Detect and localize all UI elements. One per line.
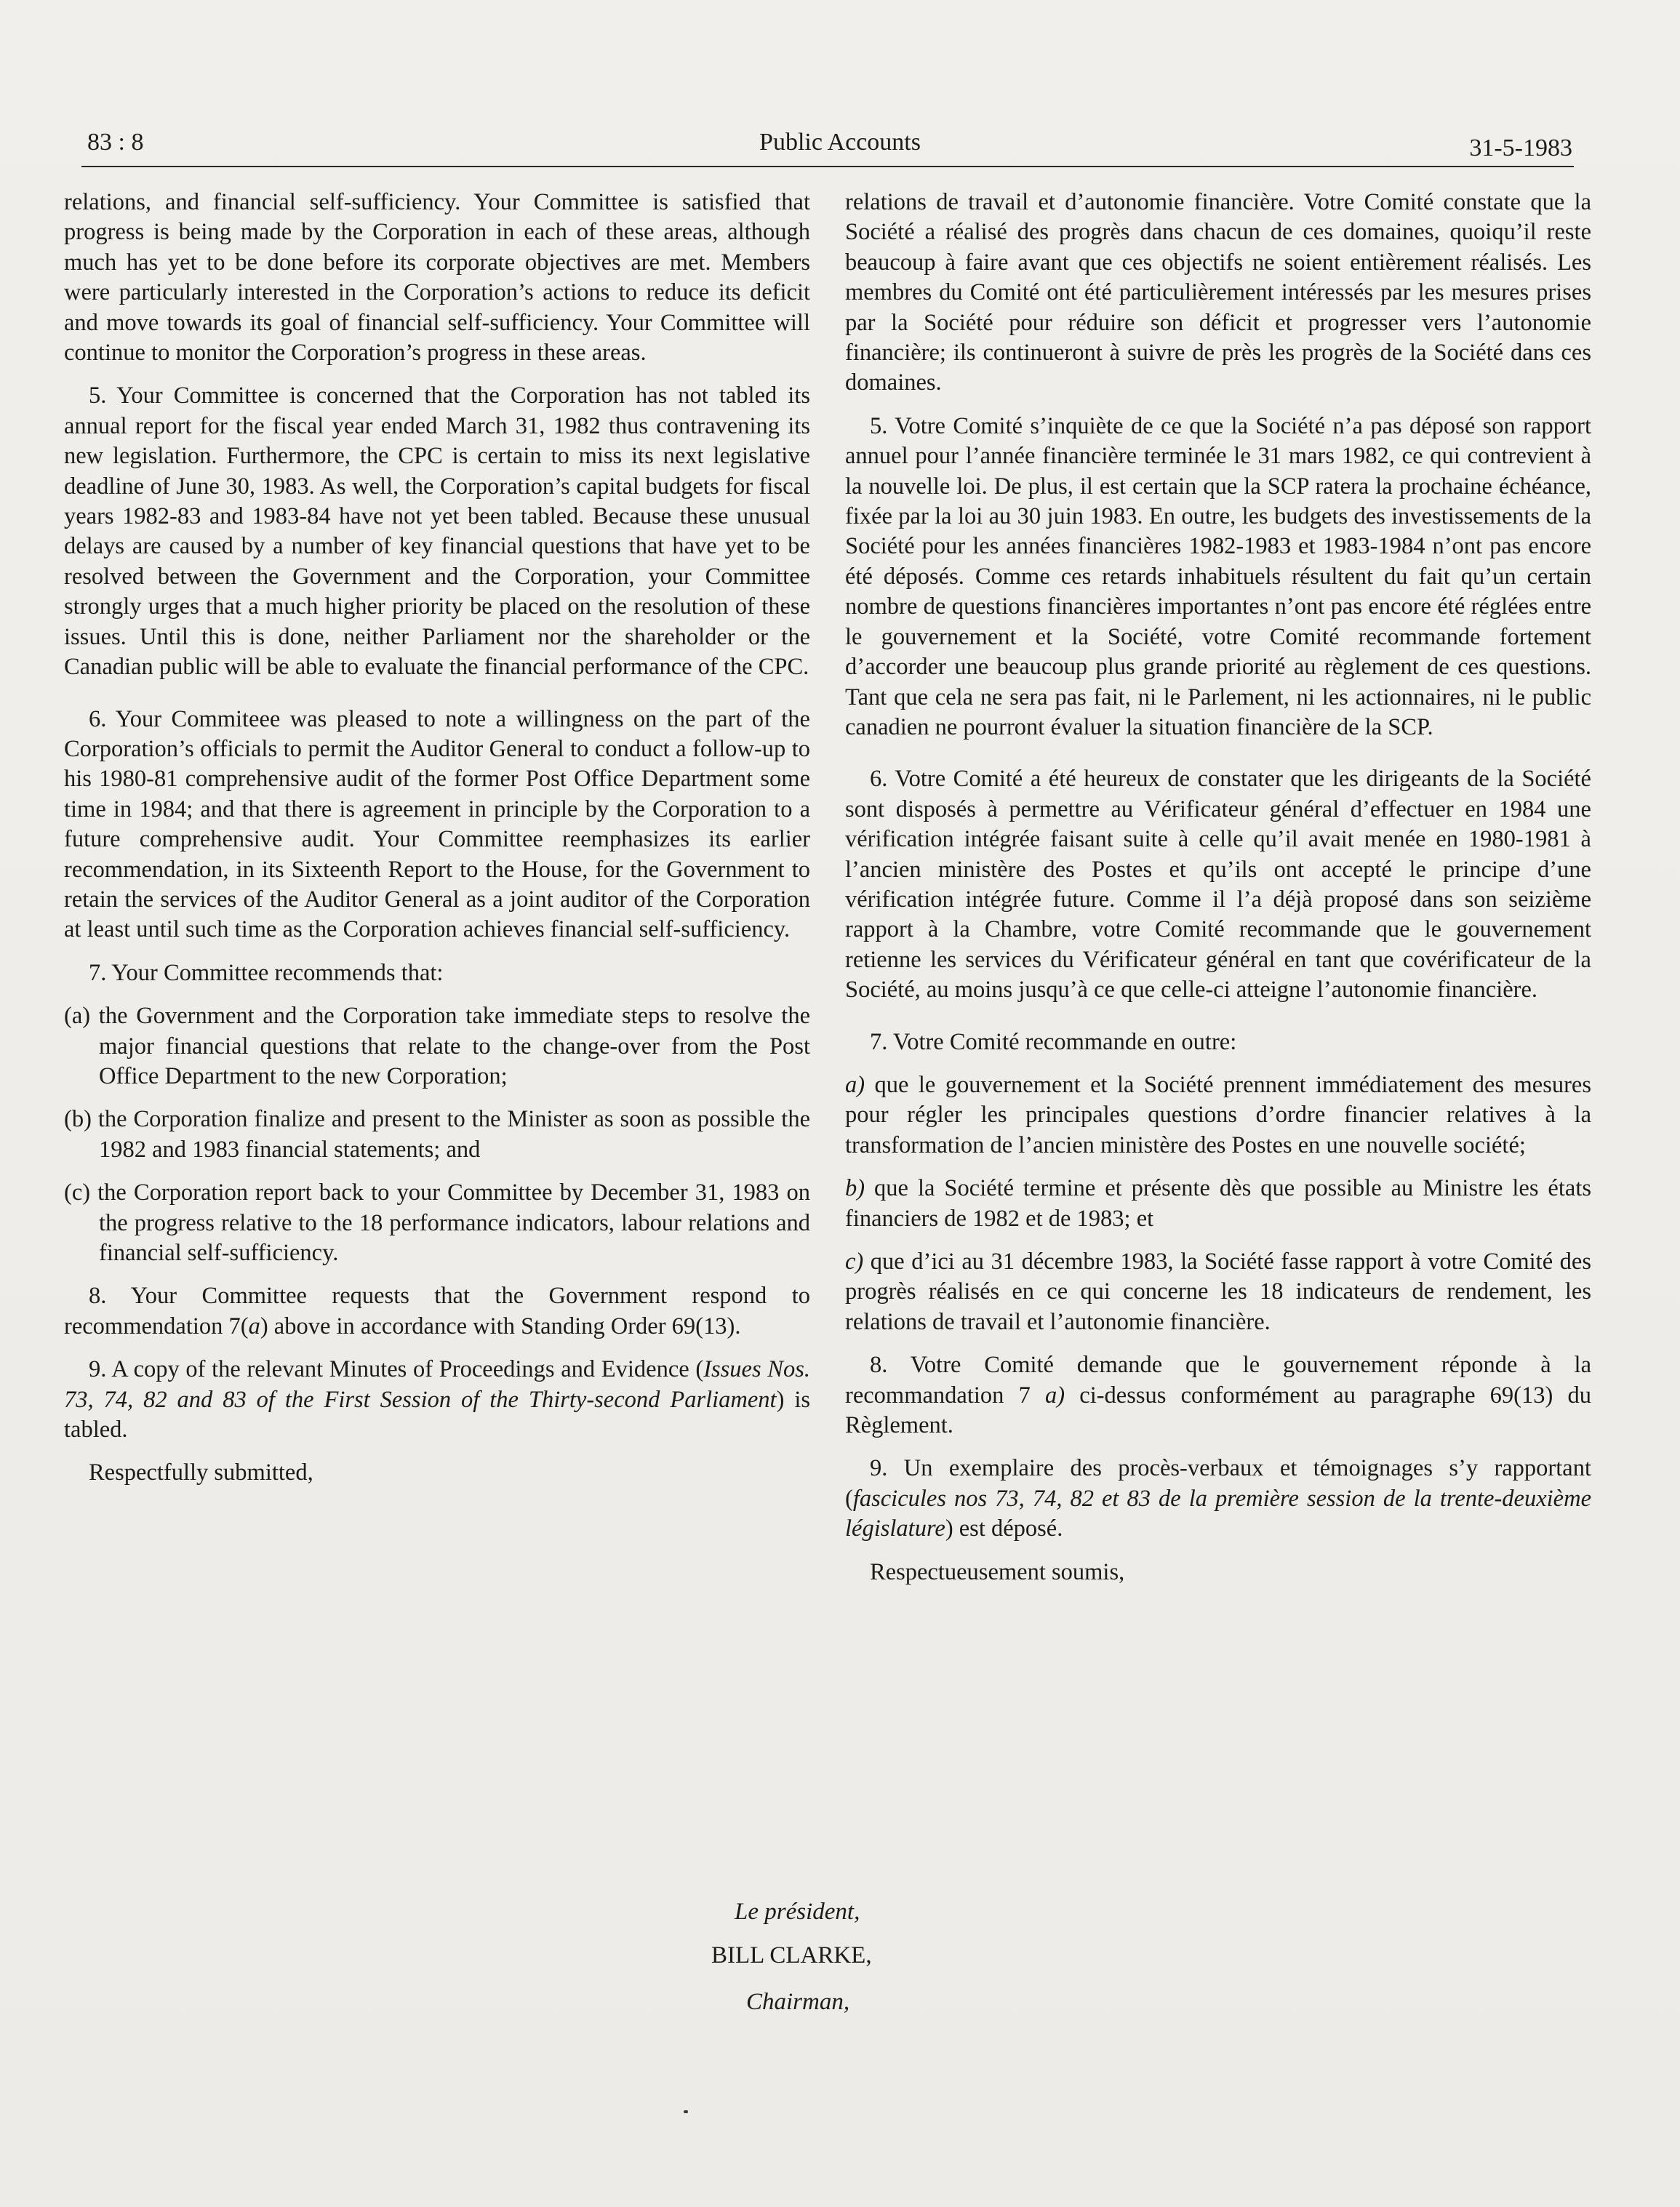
fr-item-7c-label: c) [845, 1249, 864, 1275]
page-mark [684, 2110, 688, 2113]
fr-p9-italic: fascicules nos 73, 74, 82 et 83 de la première session de la trente-deuxième législature [845, 1485, 1591, 1542]
fr-paragraph-5: 5. Votre Comité s’inquiète de ce que la Société n’a pas déposé son rapport annuel pour l’année financière terminée le 31 mars 1982, ce qui contrevient à la nouvelle loi. De plus, il est certain que la SCP ratera la prochaine échéance, fixée par la loi au 30 juin 1983. En outre, les budgets des investissements de la Société pour les années financières 1982-1983 et 1983-1984 n’ont pas encore été déposés. Comme ces retards inhabituels résultent du fait qu’un certain nombre de questions financières importantes n’ont pas encore été réglées entre le gouvernement et la Société, votre Comité recommande fortement d’accorder une beaucoup plus grande priorité au règlement de ces questions. Tant que cela ne sera pas fait, ni le Parlement, ni les actionnaires, ni le public canadien ne pourront évaluer la situation financière de la SCP. [845, 412, 1591, 740]
en-p8-italic: a [248, 1313, 260, 1339]
en-p8-text-a: 8. Your Committee requests that the Government respond to recommendation 7( [64, 1283, 810, 1339]
fr-item-7a-label: a) [845, 1071, 865, 1098]
en-paragraph-9 [64, 1355, 810, 1445]
en-paragraph-5: 5. Your Committee is concerned that the Corporation has not tabled its annual report for the fiscal year ended March 31, 1982 thus contravening its new legislation. Furthermore, the CPC is certain to miss its next legislative deadline of June 30, 1983. As well, the Corporation’s capital budgets for fiscal years 1982-83 and 1983-84 have not yet been tabled. Because these unusual delays are caused by a number of key financial questions that have yet to be resolved between the Government and the Corporation, your Committee strongly urges that a much higher priority be placed on the resolution of these issues. Until this is done, neither Parliament nor the shareholder or the Canadian public will be able to evaluate the financial performance of the CPC. [64, 382, 810, 681]
signature-role: Chairman, [746, 1989, 850, 2015]
fr-item-7a [845, 1070, 1591, 1161]
fr-closing: Respectueusement soumis, [870, 1558, 1125, 1585]
en-item-7c-text: the Corporation report back to your Committee by December 31, 1983 on the progress relative to the 18 performance indicators, labour relations and financial self-sufficiency. [90, 1179, 810, 1266]
fr-paragraph-9 [845, 1454, 1591, 1544]
en-item-7c-label: (c) [64, 1179, 91, 1206]
running-title: Public Accounts [759, 129, 921, 156]
fr-p9-text-a: 9. Un exemplaire des procès-verbaux et témoignages s’y rapportant ( [845, 1455, 1591, 1512]
fr-item-7c [845, 1247, 1591, 1337]
fr-paragraph-continued: relations de travail et d’autonomie financière. Votre Comité constate que la Société a réalisé des progrès dans chacun de ces domaines, quoiqu’il reste beaucoup à faire avant que ces objectifs ne soient entièrement réalisés. Les membres du Comité ont été particulièrement intéressés par les mesures prises par la Société pour réduire son déficit et progresser vers l’autonomie financière; ils continueront à suivre de près les progrès de la Société dans ces domaines. [845, 189, 1591, 396]
en-paragraph-7: 7. Your Committee recommends that: [89, 959, 444, 986]
fr-paragraph-8 [845, 1350, 1591, 1441]
en-paragraph-8 [64, 1281, 810, 1342]
en-closing: Respectfully submitted, [89, 1459, 313, 1486]
en-item-7b [64, 1105, 810, 1165]
fr-p9-text-b: ) est déposé. [945, 1515, 1063, 1542]
en-item-7a-text: the Government and the Corporation take immediate steps to resolve the major financial questions that relate to the change-over from the Post Office Department to the new Corporation; [90, 1003, 810, 1089]
english-column [64, 188, 810, 1489]
fr-item-7b-label: b) [845, 1175, 865, 1202]
en-p8-text-b: ) above in accordance with Standing Order 69(13). [260, 1313, 741, 1339]
french-column [845, 188, 1591, 1587]
en-paragraph-continued: relations, and financial self-sufficiency. Your Committee is satisfied that progress is being made by the Corporation in each of these areas, although much has yet to be done before its corporate objectives are met. Members were particularly interested in the Corporation’s actions to reduce its deficit and move towards its goal of financial self-sufficiency. Your Committee will continue to monitor the Corporation’s progress in these areas. [64, 189, 810, 367]
fr-p8-text-b: ci-dessus conformément au paragraphe 69(13) du Règlement. [845, 1382, 1591, 1439]
en-p9-text-b: ) is tabled. [64, 1386, 811, 1443]
page-number: 83 : 8 [87, 129, 144, 156]
en-p9-text-a: 9. A copy of the relevant Minutes of Proceedings and Evidence ( [89, 1356, 704, 1383]
en-item-7a-label: (a) [64, 1003, 91, 1030]
en-item-7a [64, 1001, 810, 1092]
fr-p8-text-a: 8. Votre Comité demande que le gouvernement réponde à la recommandation 7 [845, 1352, 1591, 1409]
fr-paragraph-7: 7. Votre Comité recommande en outre: [870, 1028, 1237, 1055]
fr-paragraph-6: 6. Votre Comité a été heureux de constater que les dirigeants de la Société sont disposés à permettre au Vérificateur général d’effectuer en 1984 une vérification intégrée faisant suite à celle qu’il avait menée en 1980-1981 à l’ancien ministère des Postes et qu’ils ont accepté le principe d’une vérification intégrée future. Comme il l’a déjà proposé dans son seizième rapport à la Chambre, votre Comité recommande que le gouvernement retienne les services du Vérificateur général en tant que covérificateur de la Société, au moins jusqu’à ce que celle-ci atteigne l’autonomie financière. [845, 766, 1591, 1004]
en-item-7c [64, 1178, 810, 1268]
page-date: 31-5-1983 [1469, 135, 1572, 161]
signature-title: Le président, [735, 1899, 860, 1925]
header-rule [81, 166, 1574, 167]
fr-item-7a-text: que le gouvernement et la Société prennent immédiatement des mesures pour régler les principales questions d’ordre financier relatives à la transformation de l’ancien ministère des Postes en une nouvelle société; [845, 1071, 1591, 1158]
en-item-7b-label: (b) [64, 1106, 92, 1133]
en-p9-italic: Issues Nos. 73, 74, 82 and 83 of the First Session of the Thirty-second Parliament [64, 1356, 810, 1413]
fr-item-7b [845, 1174, 1591, 1234]
fr-p8-italic: a) [1045, 1382, 1065, 1409]
signature-name: BILL CLARKE, [711, 1942, 872, 1968]
en-item-7b-text: the Corporation finalize and present to the Minister as soon as possible the 1982 and 1983 financial statements; and [91, 1106, 810, 1163]
fr-item-7b-text: que la Société termine et présente dès que possible au Ministre les états financiers de 1982 et de 1983; et [845, 1175, 1591, 1232]
fr-item-7c-text: que d’ici au 31 décembre 1983, la Société fasse rapport à votre Comité des progrès réalisés en ce qui concerne les 18 indicateurs de rendement, les relations de travail et l’autonomie financière. [845, 1249, 1591, 1335]
en-paragraph-6: 6. Your Commiteee was pleased to note a willingness on the part of the Corporation’s officials to permit the Auditor General to conduct a follow-up to his 1980-81 comprehensive audit of the former Post Office Department some time in 1984; and that there is agreement in principle by the Corporation to a future comprehensive audit. Your Committee reemphasizes its earlier recommendation, in its Sixteenth Report to the House, for the Government to retain the services of the Auditor General as a joint auditor of the Corporation at least until such time as the Corporation achieves financial self-sufficiency. [64, 705, 810, 943]
